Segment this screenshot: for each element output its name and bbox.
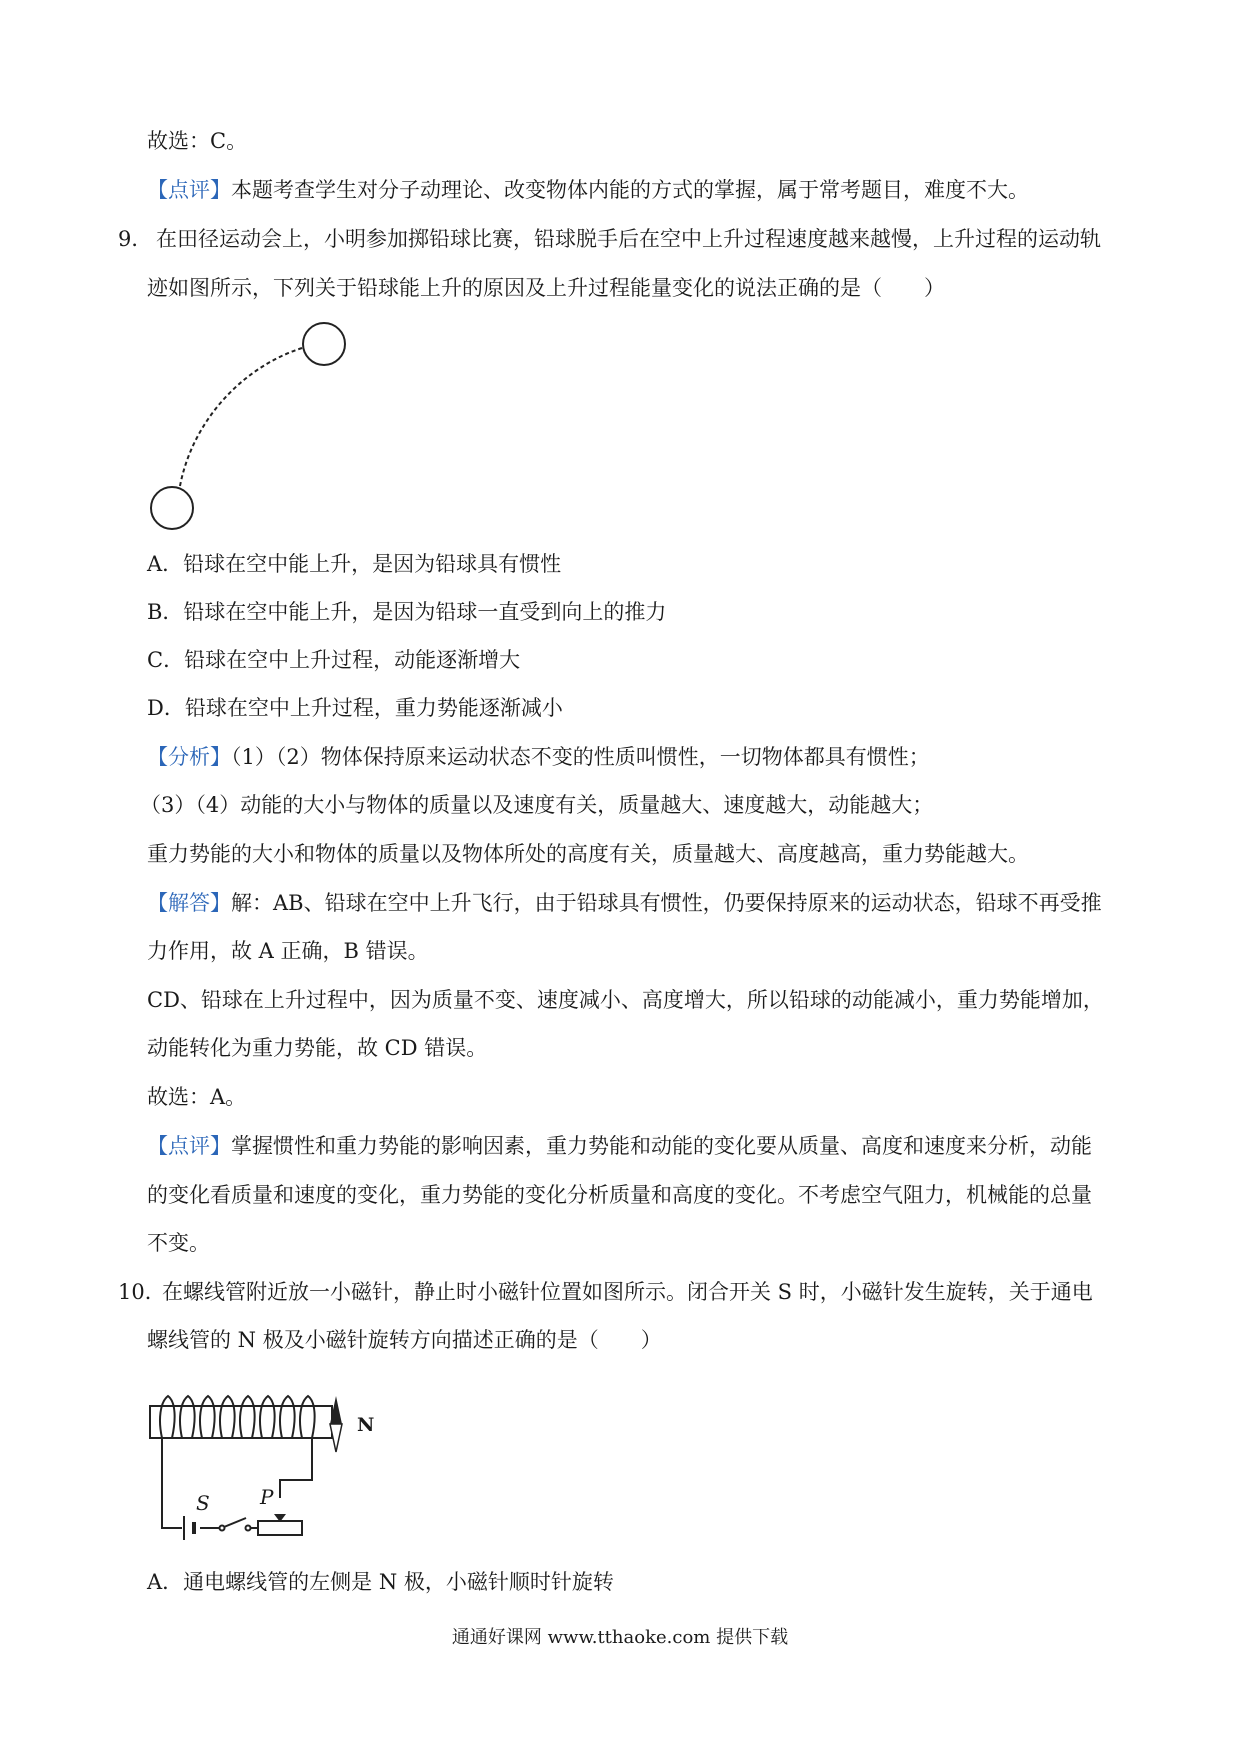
q9-solution-line2: 力作用，故 A 正确，B 错误。 [147,939,429,963]
q10-number: 10． [118,1280,166,1304]
analysis-text: （1）（2）物体保持原来运动状态不变的性质叫惯性，一切物体都具有惯性； [231,745,930,769]
solution-tag: 【解答】 [147,891,231,915]
q8-answer: 故选：C。 [147,129,248,153]
q10-option-a: A．通电螺线管的左侧是 N 极，小磁针顺时针旋转 [147,1570,614,1594]
trajectory-dashed-curve [180,348,302,486]
q9-option-b: B．铅球在空中能上升，是因为铅球一直受到向上的推力 [147,600,667,624]
comment-text: 本题考查学生对分子动理论、改变物体内能的方式的掌握，属于常考题目，难度不大。 [231,178,1029,202]
ball-start-circle [151,487,193,529]
needle-north-label: N [357,1414,375,1436]
q10-stem-line1: 在螺线管附近放一小磁针，静止时小磁针位置如图所示。闭合开关 S 时，小磁针发生旋转，关于通电 [162,1280,1093,1304]
q9-option-a: A．铅球在空中能上升，是因为铅球具有惯性 [147,552,562,576]
comment-tag: 【点评】 [147,1134,231,1158]
q10-stem-line2: 螺线管的 N 极及小磁针旋转方向描述正确的是（ ） [147,1328,662,1352]
solution-text: 解：AB、铅球在空中上升飞行，由于铅球具有惯性，仍要保持原来的运动状态，铅球不再受推 [231,891,1102,915]
slider-label: P [260,1485,274,1509]
solenoid-circuit-figure [140,1380,420,1540]
q9-number: 9． [118,227,153,251]
analysis-tag: 【分析】 [147,745,231,769]
q9-analysis-line3: 重力势能的大小和物体的质量以及物体所处的高度有关，质量越大、高度越高，重力势能越大。 [147,842,1029,866]
rheostat [258,1521,302,1535]
q8-comment [147,175,1029,205]
page-footer: 通通好课网 www.tthaoke.com 提供下载 [451,1627,789,1648]
switch-label: S [196,1491,210,1515]
q9-comment-line1 [147,1131,1092,1161]
ball-end-circle [303,323,345,365]
q9-solution-line1 [147,888,1102,918]
q9-stem-line1: 在田径运动会上，小明参加掷铅球比赛，铅球脱手后在空中上升过程速度越来越慢，上升过程的运动轨 [156,227,1101,251]
q9-analysis-line2: （3）（4）动能的大小与物体的质量以及速度有关，质量越大、速度越大，动能越大； [140,793,934,817]
q9-analysis-line1 [147,742,930,772]
q9-comment-line2: 的变化看质量和速度的变化，重力势能的变化分析质量和高度的变化。不考虑空气阻力，机械能的总量 [147,1183,1092,1207]
q9-solution-line4: 动能转化为重力势能，故 CD 错误。 [147,1036,488,1060]
battery-icon [184,1516,194,1540]
q9-comment-line3: 不变。 [147,1231,210,1255]
q9-option-c: C．铅球在空中上升过程，动能逐渐增大 [147,648,521,672]
shot-put-trajectory-figure [140,318,360,538]
circuit-wires [162,1438,312,1528]
q9-option-d: D．铅球在空中上升过程，重力势能逐渐减小 [147,696,563,720]
comment-tag: 【点评】 [147,178,231,202]
solenoid-coil [160,1396,315,1438]
q9-stem-line2: 迹如图所示，下列关于铅球能上升的原因及上升过程能量变化的说法正确的是（ ） [147,276,945,300]
q9-solution-line3: CD、铅球在上升过程中，因为质量不变、速度减小、高度增大，所以铅球的动能减小，重力势能增加， [147,988,1104,1012]
comment-text: 掌握惯性和重力势能的影响因素，重力势能和动能的变化要从质量、高度和速度来分析，动能 [231,1134,1092,1158]
q9-answer: 故选：A。 [147,1085,247,1109]
switch-icon [220,1518,251,1531]
